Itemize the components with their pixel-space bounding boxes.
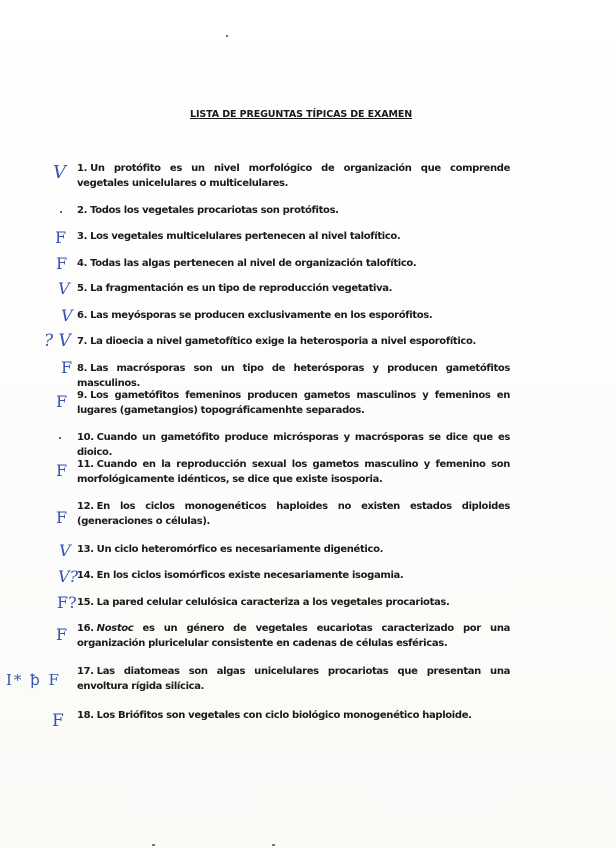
question-number: 6. [77,310,88,321]
question-number: 13. [77,544,94,555]
question-text: Las diatomeas son algas unicelulares procariotas que presentan una envoltura rígida silícica. [77,666,510,692]
question-text: Cuando un gametófito produce micrósporas y macrósporas se dice que es dioico. [77,432,510,458]
question-item [77,203,510,218]
question-item [77,542,510,557]
pen-dot [60,211,62,213]
question-number: 11. [77,459,94,470]
question-text: Cuando en la reproducción sexual los gametos masculino y femenino son morfológicamente idénticos, se dice que existe isosporia. [77,459,510,485]
question-item [77,229,510,244]
question-item [77,621,510,651]
question-number: 15. [77,597,94,608]
question-number: 10. [77,432,94,443]
paper-speck [272,844,275,846]
handwritten-mark: ? V [44,331,71,351]
question-text: Todos los vegetales procariotas son protófitos. [90,205,339,216]
question-item [77,595,510,610]
pen-dot [59,437,61,439]
question-item [77,281,510,296]
question-text: En los ciclos isomórficos existe necesariamente isogamia. [96,570,404,581]
handwritten-mark: F [55,228,67,247]
question-item [77,499,510,529]
handwritten-mark: V [61,306,73,325]
question-item [77,361,510,391]
handwritten-mark: F [56,254,68,273]
question-text: es un género de vegetales eucariotas caracterizado por una organización pluricelular consistente en cadenas de células esféricas. [77,623,510,649]
question-text: La fragmentación es un tipo de reproducción vegetativa. [90,283,393,294]
question-text: Los gametófitos femeninos producen gametos masculinos y femeninos en lugares (gametangios) topográficamenhte separados. [77,390,510,416]
question-number: 2. [77,205,88,216]
handwritten-mark: F [56,392,68,411]
question-number: 12. [77,501,94,512]
paper-speck [152,844,155,846]
question-text: En los ciclos monogenéticos haploides no existen estados diploides (generaciones o células). [77,501,510,527]
question-number: 9. [77,390,88,401]
question-item [77,457,510,487]
question-text: Un protófito es un nivel morfológico de organización que comprende vegetales unicelulares o multicelulares. [77,163,510,189]
question-text: Un ciclo heteromórfico es necesariamente digenético. [96,544,384,555]
question-number: 17. [77,666,94,677]
question-number: 4. [77,258,88,269]
species-name: Nostoc [96,623,134,634]
handwritten-mark: F [52,711,64,731]
question-item [77,388,510,418]
handwritten-mark: V [53,162,66,183]
handwritten-mark: F? [57,593,77,612]
question-item [77,430,510,460]
question-number: 1. [77,163,88,174]
paper-speck [226,35,228,37]
question-text: Todas las algas pertenecen al nivel de organización talofítico. [90,258,417,269]
question-text: Los vegetales multicelulares pertenecen al nivel talofítico. [90,231,401,242]
page-title: LISTA DE PREGUNTAS TÍPICAS DE EXAMEN [190,109,413,120]
question-item [77,334,510,349]
question-number: 5. [77,283,88,294]
handwritten-mark: F [56,625,68,644]
question-number: 14. [77,570,94,581]
question-number: 16. [77,623,94,634]
handwritten-mark: I* ꝥ F [6,671,61,689]
question-text: Las macrósporas son un tipo de heterósporas y producen gametófitos masculinos. [77,363,510,389]
question-number: 7. [77,336,88,347]
handwritten-mark: V [58,279,70,298]
question-number: 3. [77,231,88,242]
question-number: 18. [77,710,94,721]
question-item [77,708,510,723]
question-item [77,308,510,323]
question-text: Las meyósporas se producen exclusivamente en los esporófitos. [90,310,433,321]
question-text: Los Briófitos son vegetales con ciclo biológico monogenético haploide. [96,710,472,721]
question-item [77,664,510,694]
handwritten-mark: F [56,508,68,527]
question-text: La pared celular celulósica caracteriza a los vegetales procariotas. [96,597,450,608]
handwritten-mark: F [56,461,68,480]
handwritten-mark: F [61,358,73,377]
question-item [77,568,510,583]
question-text: La dioecia a nivel gametofítico exige la heterosporia a nivel esporofítico. [90,336,476,347]
question-item [77,256,510,271]
question-number: 8. [77,363,88,374]
handwritten-mark: V? [58,567,79,586]
handwritten-mark: V [59,541,71,560]
question-item [77,161,510,191]
